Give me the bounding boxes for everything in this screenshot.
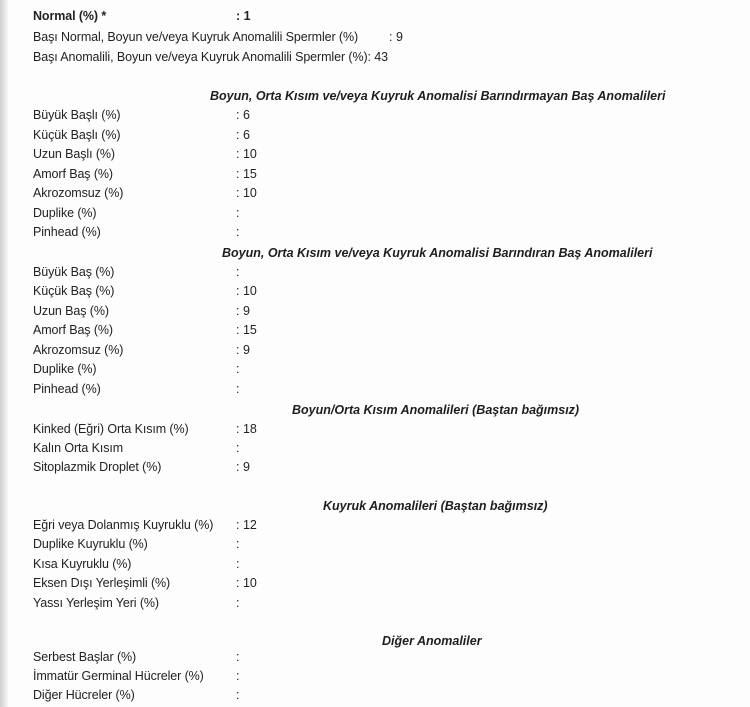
row-label: Duplike (%) bbox=[33, 206, 97, 220]
row-value: : bbox=[236, 225, 240, 239]
row-label: Yassı Yerleşim Yeri (%) bbox=[33, 596, 159, 610]
normal-label: Normal (%) * bbox=[33, 9, 107, 23]
row-value: : 10 bbox=[236, 186, 257, 200]
row-label: Duplike (%) bbox=[33, 362, 97, 376]
row-label: Kısa Kuyruklu (%) bbox=[33, 557, 132, 571]
row-value: : 9 bbox=[236, 460, 250, 474]
normal-value: : 1 bbox=[236, 9, 251, 23]
row-value: : bbox=[236, 557, 240, 571]
section-heading-head-anomalies-with: Boyun, Orta Kısım ve/veya Kuyruk Anomalisi Barındıran Baş Anomalileri bbox=[222, 246, 653, 260]
row-value: : 10 bbox=[236, 576, 257, 590]
head-normal-label: Başı Normal, Boyun ve/veya Kuyruk Anomalili Spermler (%) bbox=[33, 30, 359, 44]
row-value: : bbox=[236, 441, 240, 455]
row-label: Akrozomsuz (%) bbox=[33, 343, 124, 357]
row-label: Kalın Orta Kısım bbox=[33, 441, 124, 455]
row-value: : bbox=[236, 650, 240, 664]
row-value: : bbox=[236, 206, 240, 220]
row-value: : bbox=[236, 382, 240, 396]
row-value: : bbox=[236, 669, 240, 683]
row-label: Eksen Dışı Yerleşimli (%) bbox=[33, 576, 171, 590]
row-label: İmmatür Germinal Hücreler (%) bbox=[33, 669, 204, 683]
row-value: : 18 bbox=[236, 422, 257, 436]
section-heading-neck-midpiece-anomalies: Boyun/Orta Kısım Anomalileri (Baştan bağımsız) bbox=[292, 403, 580, 417]
head-normal-value: : 9 bbox=[389, 30, 403, 44]
row-value: : 12 bbox=[236, 518, 257, 532]
row-value: : 6 bbox=[236, 128, 250, 142]
row-label: Amorf Baş (%) bbox=[33, 323, 113, 337]
row-label: Uzun Başlı (%) bbox=[33, 147, 115, 161]
row-label: Sitoplazmik Droplet (%) bbox=[33, 460, 162, 474]
row-label: Pinhead (%) bbox=[33, 225, 101, 239]
row-value: : 10 bbox=[236, 284, 257, 298]
row-label: Küçük Baş (%) bbox=[33, 284, 115, 298]
row-label: Pinhead (%) bbox=[33, 382, 101, 396]
row-value: : 6 bbox=[236, 108, 250, 122]
row-value: : 9 bbox=[236, 343, 250, 357]
section-heading-head-anomalies-without: Boyun, Orta Kısım ve/veya Kuyruk Anomalisi Barındırmayan Baş Anomalileri bbox=[210, 89, 666, 103]
row-label: Akrozomsuz (%) bbox=[33, 186, 124, 200]
row-label: Diğer Hücreler (%) bbox=[33, 688, 135, 702]
row-value: : 15 bbox=[236, 167, 257, 181]
row-value: : 10 bbox=[236, 147, 257, 161]
row-label: Küçük Başlı (%) bbox=[33, 128, 121, 142]
row-label: Serbest Başlar (%) bbox=[33, 650, 137, 664]
row-value: : bbox=[236, 362, 240, 376]
row-label: Duplike Kuyruklu (%) bbox=[33, 537, 148, 551]
head-abnormal-label: Başı Anomalili, Boyun ve/veya Kuyruk Anomalili Spermler (%): 43 bbox=[33, 50, 388, 64]
row-value: : bbox=[236, 688, 240, 702]
row-value: : bbox=[236, 537, 240, 551]
row-label: Uzun Baş (%) bbox=[33, 304, 109, 318]
row-value: : 9 bbox=[236, 304, 250, 318]
section-heading-tail-anomalies: Kuyruk Anomalileri (Baştan bağımsız) bbox=[323, 499, 548, 513]
row-label: Büyük Başlı (%) bbox=[33, 108, 121, 122]
row-label: Eğri veya Dolanmış Kuyruklu (%) bbox=[33, 518, 214, 532]
row-value: : bbox=[236, 596, 240, 610]
section-heading-other-anomalies: Diğer Anomaliler bbox=[382, 634, 482, 648]
row-label: Büyük Baş (%) bbox=[33, 265, 115, 279]
row-value: : bbox=[236, 265, 240, 279]
row-value: : 15 bbox=[236, 323, 257, 337]
row-label: Kinked (Eğri) Orta Kısım (%) bbox=[33, 422, 189, 436]
row-label: Amorf Baş (%) bbox=[33, 167, 113, 181]
